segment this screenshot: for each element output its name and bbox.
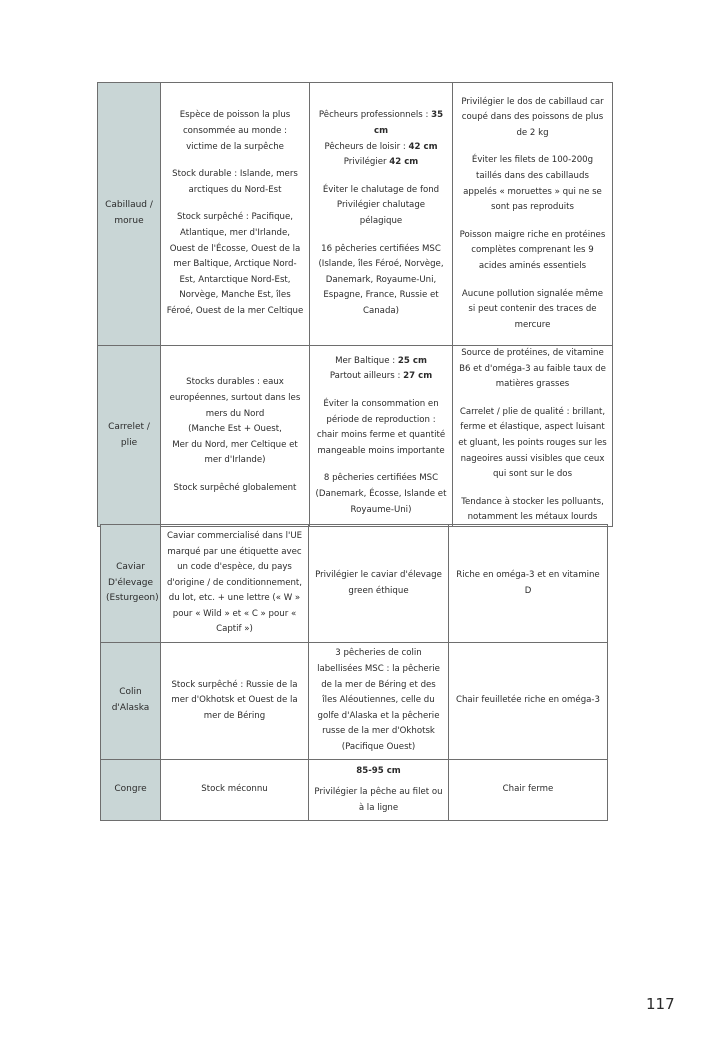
table-row xyxy=(101,525,608,643)
size-peche-cell: Mer Baltique : 25 cm Partout ailleurs : 27 cm Éviter la consommation en période de reproduction : chair moins ferme et quantité mangeable moins importante 8 pêcheries certifiées MSC (Danemark, Écosse, Islande et Royaume-Uni) xyxy=(310,346,453,527)
stock-cell: Espèce de poisson la plus consommée au monde : victime de la surpêche Stock durable : Islande, mers arctiques du Nord-Est Stock surpêché : Pacifique, Atlantique, mer d'Irlande, Ouest de l'Écosse, Ouest de la mer Baltique, Arctique Nord-Est, Antarctique Nord-Est, Norvège, Manche Est, îles Féroé, Ouest de la mer Celtique xyxy=(161,83,310,346)
conseils-cell: Source de protéines, de vitamine B6 et d'oméga-3 au faible taux de matières grasses Carrelet / plie de qualité : brillant, ferme et élastique, aspect luisant et gluant, les points rouges sur les nageoires aussi visibles que ceux qui sont sur le dos Tendance à stocker les polluants, notamment les métaux lourds xyxy=(453,346,613,527)
species-cell: Colin d'Alaska xyxy=(101,643,161,760)
table-row xyxy=(98,83,613,346)
fish-table-part-1 xyxy=(97,82,613,527)
table-row xyxy=(101,643,608,760)
stock-cell: Caviar commercialisé dans l'UE marqué par une étiquette avec un code d'espèce, du pays d'origine / de conditionnement, du lot, etc. + une lettre (« W » pour « Wild » et « C » pour « Captif ») xyxy=(161,525,309,643)
species-cell: Caviar D'élevage (Esturgeon) xyxy=(101,525,161,643)
species-cell: Carrelet / plie xyxy=(98,346,161,527)
table-row xyxy=(101,760,608,821)
species-cell: Congre xyxy=(101,760,161,821)
size-peche-cell: Pêcheurs professionnels : 35 cm Pêcheurs de loisir : 42 cm Privilégier 42 cm Éviter le chalutage de fond Privilégier chalutage pélagique 16 pêcheries certifiées MSC (Islande, îles Féroé, Norvège, Danemark, Royaume-Uni, Espagne, France, Russie et Canada) xyxy=(310,83,453,346)
conseils-cell: Chair ferme xyxy=(449,760,608,821)
stock-cell: Stocks durables : eaux européennes, surtout dans les mers du Nord (Manche Est + Ouest, Mer du Nord, mer Celtique et mer d'Irlande) Stock surpêché globalement xyxy=(161,346,310,527)
stock-cell: Stock surpêché : Russie de la mer d'Okhotsk et Ouest de la mer de Béring xyxy=(161,643,309,760)
species-cell: Cabillaud / morue xyxy=(98,83,161,346)
peche-cell: 3 pêcheries de colin labellisées MSC : la pêcherie de la mer de Béring et des îles Aléoutiennes, celle du golfe d'Alaska et la pêcherie russe de la mer d'Okhotsk (Pacifique Ouest) xyxy=(309,643,449,760)
conseils-cell: Privilégier le dos de cabillaud car coupé dans des poissons de plus de 2 kg Éviter les filets de 100-200g taillés dans des cabillauds appelés « moruettes » qui ne se sont pas reproduits Poisson maigre riche en protéines complètes comprenant les 9 acides aminés essentiels Aucune pollution signalée même si peut contenir des traces de mercure xyxy=(453,83,613,346)
conseils-cell: Riche en oméga-3 et en vitamine D xyxy=(449,525,608,643)
conseils-cell: Chair feuilletée riche en oméga-3 xyxy=(449,643,608,760)
fish-table-part-2 xyxy=(100,524,608,821)
stock-cell: Stock méconnu xyxy=(161,760,309,821)
table-row xyxy=(98,346,613,527)
peche-cell: Privilégier le caviar d'élevage green éthique xyxy=(309,525,449,643)
page-number: 117 xyxy=(646,995,675,1013)
size-peche-cell: 85-95 cm Privilégier la pêche au filet ou à la ligne xyxy=(309,760,449,821)
